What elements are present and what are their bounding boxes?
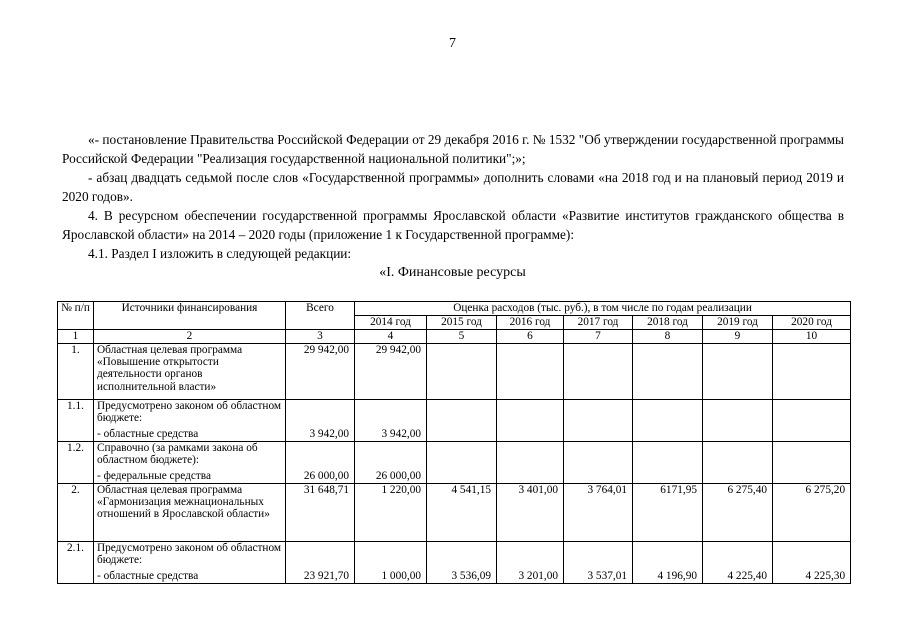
row-num: 2.: [58, 484, 94, 542]
row-value-2018: 6171,95: [633, 484, 703, 542]
empty-cell: [564, 428, 633, 442]
row-num: 1.2.: [58, 442, 94, 484]
row-value-2015: 4 541,15: [427, 484, 497, 542]
empty-cell: [497, 428, 564, 442]
row-value-2017: 3 537,01: [564, 570, 633, 584]
empty-cell: [564, 344, 633, 400]
empty-cell: [633, 542, 703, 570]
empty-cell: [286, 542, 355, 570]
empty-cell: [633, 442, 703, 470]
paragraph-section-4-1: 4.1. Раздел I изложить в следующей редакции:: [88, 246, 352, 261]
row-value-2018: 4 196,90: [633, 570, 703, 584]
empty-cell: [286, 400, 355, 428]
empty-cell: [633, 400, 703, 428]
row-num: 1.: [58, 344, 94, 400]
paragraph-resolution: «- постановление Правительства Российской Федерации от 29 декабря 2016 г. № 1532 "Об утверждении государственной программы Российской Федерации "Реализация государственной национальной политики";»;: [62, 132, 844, 166]
row-source-name: Областная целевая программа «Повышение открытости деятельности органов исполнительной власти»: [94, 344, 286, 400]
empty-cell: [427, 542, 497, 570]
empty-cell: [703, 542, 773, 570]
empty-cell: [564, 442, 633, 470]
row-total: 3 942,00: [286, 428, 355, 442]
col-number: 2: [94, 330, 286, 344]
financial-resources-table: [57, 301, 851, 584]
empty-cell: [773, 442, 851, 470]
row-source-name: - федеральные средства: [94, 470, 286, 484]
header-estimate: Оценка расходов (тыс. руб.), в том числе по годам реализации: [355, 302, 851, 316]
table-row: [58, 470, 851, 484]
row-value-2016: 3 201,00: [497, 570, 564, 584]
table-row: [58, 400, 851, 428]
table-row: [58, 442, 851, 470]
table-row: [58, 484, 851, 542]
empty-cell: [564, 542, 633, 570]
column-number-row: [58, 330, 851, 344]
col-number: 5: [427, 330, 497, 344]
col-number: 6: [497, 330, 564, 344]
empty-cell: [355, 400, 427, 428]
empty-cell: [497, 400, 564, 428]
empty-cell: [703, 400, 773, 428]
empty-cell: [773, 400, 851, 428]
col-number: 3: [286, 330, 355, 344]
empty-cell: [355, 542, 427, 570]
table-row: [58, 428, 851, 442]
row-total: 26 000,00: [286, 470, 355, 484]
row-source-name: Предусмотрено законом об областном бюджете:: [94, 542, 286, 570]
empty-cell: [497, 442, 564, 470]
row-total: 29 942,00: [286, 344, 355, 400]
row-total: 23 921,70: [286, 570, 355, 584]
col-number: 9: [703, 330, 773, 344]
row-source-name: - областные средства: [94, 428, 286, 442]
paragraph-abzac: - абзац двадцать седьмой после слов «Государственной программы» дополнить словами «на 2018 год и на плановый период 2019 и 2020 годов».: [62, 170, 844, 204]
empty-cell: [773, 344, 851, 400]
paragraph-resource-provision: 4. В ресурсном обеспечении государственной программы Ярославской области «Развитие институтов гражданского общества в Ярославской области» на 2014 – 2020 годы (приложение 1 к Государственной программе):: [62, 208, 844, 242]
header-year-2019: 2019 год: [703, 316, 773, 330]
header-year-2015: 2015 год: [427, 316, 497, 330]
header-year-2016: 2016 год: [497, 316, 564, 330]
empty-cell: [564, 400, 633, 428]
header-sources: Источники финансирования: [94, 302, 286, 330]
empty-cell: [427, 442, 497, 470]
empty-cell: [703, 470, 773, 484]
row-value-2019: 4 225,40: [703, 570, 773, 584]
empty-cell: [427, 344, 497, 400]
empty-cell: [703, 442, 773, 470]
row-value-2014: 29 942,00: [355, 344, 427, 400]
empty-cell: [773, 470, 851, 484]
row-value-2014: 1 220,00: [355, 484, 427, 542]
header-year-2020: 2020 год: [773, 316, 851, 330]
row-value-2014: 3 942,00: [355, 428, 427, 442]
row-source-name: Областная целевая программа «Гармонизация межнациональных отношений в Ярославской области»: [94, 484, 286, 542]
empty-cell: [286, 442, 355, 470]
empty-cell: [427, 428, 497, 442]
table-row: [58, 542, 851, 570]
row-total: 31 648,71: [286, 484, 355, 542]
row-value-2019: 6 275,40: [703, 484, 773, 542]
empty-cell: [427, 400, 497, 428]
header-year-2014: 2014 год: [355, 316, 427, 330]
empty-cell: [497, 470, 564, 484]
row-value-2020: 4 225,30: [773, 570, 851, 584]
col-number: 7: [564, 330, 633, 344]
empty-cell: [497, 542, 564, 570]
empty-cell: [497, 344, 564, 400]
empty-cell: [427, 470, 497, 484]
empty-cell: [633, 344, 703, 400]
row-value-2017: 3 764,01: [564, 484, 633, 542]
row-value-2020: 6 275,20: [773, 484, 851, 542]
col-number: 10: [773, 330, 851, 344]
table-row: [58, 570, 851, 584]
header-year-2018: 2018 год: [633, 316, 703, 330]
col-number: 4: [355, 330, 427, 344]
row-num: 1.1.: [58, 400, 94, 442]
empty-cell: [633, 470, 703, 484]
row-source-name: - областные средства: [94, 570, 286, 584]
header-num: № п/п: [58, 302, 94, 330]
row-value-2014: 1 000,00: [355, 570, 427, 584]
col-number: 8: [633, 330, 703, 344]
empty-cell: [703, 344, 773, 400]
page-number: 7: [449, 36, 456, 51]
empty-cell: [633, 428, 703, 442]
empty-cell: [773, 428, 851, 442]
row-value-2016: 3 401,00: [497, 484, 564, 542]
row-num: 2.1.: [58, 542, 94, 584]
section-title: «I. Финансовые ресурсы: [379, 265, 526, 280]
header-year-2017: 2017 год: [564, 316, 633, 330]
row-source-name: Предусмотрено законом об областном бюджете:: [94, 400, 286, 428]
empty-cell: [703, 428, 773, 442]
header-total: Всего: [286, 302, 355, 330]
row-source-name: Справочно (за рамками закона об областном бюджете):: [94, 442, 286, 470]
empty-cell: [564, 470, 633, 484]
table-row: [58, 344, 851, 400]
row-value-2014: 26 000,00: [355, 470, 427, 484]
row-value-2015: 3 536,09: [427, 570, 497, 584]
col-number: 1: [58, 330, 94, 344]
table-header-row: [58, 302, 851, 316]
empty-cell: [355, 442, 427, 470]
empty-cell: [773, 542, 851, 570]
